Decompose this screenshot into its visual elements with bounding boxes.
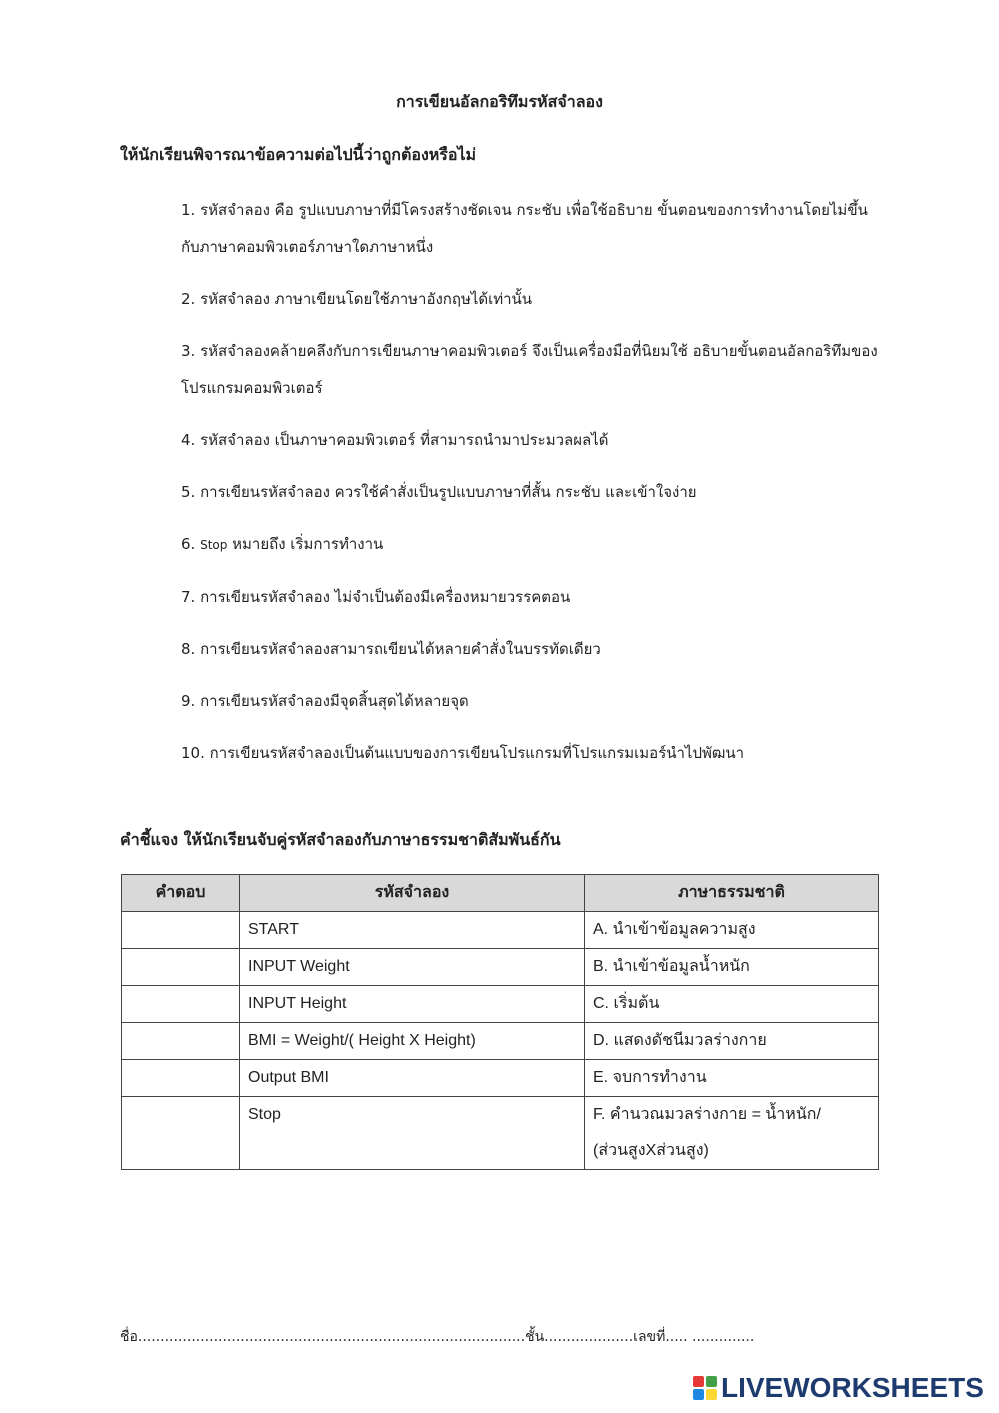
liveworksheets-logo — [693, 1372, 984, 1404]
table-row — [122, 1023, 879, 1060]
natural-cell: E. จบการทำงาน — [585, 1060, 879, 1097]
statement-6-text: หมายถึง เริ่มการทำงาน — [227, 535, 384, 553]
worksheet-title: การเขียนอัลกอริทึมรหัสจำลอง — [396, 92, 603, 111]
header-code: รหัสจำลอง — [240, 875, 585, 912]
statement-4: 4. รหัสจำลอง เป็นภาษาคอมพิวเตอร์ ที่สามารถนำมาประมวลผลได้ — [181, 431, 609, 449]
natural-cell — [585, 1097, 879, 1170]
natural-line-2: (ส่วนสูงXส่วนสูง) — [593, 1142, 709, 1159]
natural-cell: D. แสดงดัชนีมวลร่างกาย — [585, 1023, 879, 1060]
code-cell: Stop — [240, 1097, 585, 1170]
table-row — [122, 912, 879, 949]
table-row — [122, 986, 879, 1023]
statement-1: 1. รหัสจำลอง คือ รูปแบบภาษาที่มีโครงสร้างชัดเจน กระชับ เพื่อใช้อธิบาย ขั้นตอนของการทำงานโดยไม่ขึ้นกับภาษาคอมพิวเตอร์ภาษาใดภาษาหนึ่ง — [181, 201, 868, 256]
statement-8: 8. การเขียนรหัสจำลองสามารถเขียนได้หลายคำสั่งในบรรทัดเดียว — [181, 640, 601, 658]
code-cell: Output BMI — [240, 1060, 585, 1097]
statement-list — [181, 192, 881, 787]
statement-2: 2. รหัสจำลอง ภาษาเขียนโดยใช้ภาษาอังกฤษได้เท่านั้น — [181, 290, 533, 308]
natural-cell: C. เริ่มต้น — [585, 986, 879, 1023]
answer-cell[interactable] — [122, 1023, 240, 1060]
instruction-matching: คำชี้แจง ให้นักเรียนจับคู่รหัสจำลองกับภาษาธรรมชาติสัมพันธ์กัน — [120, 830, 561, 849]
statement-6-number: 6. — [181, 535, 201, 553]
header-natural: ภาษาธรรมชาติ — [585, 875, 879, 912]
statement-6-stop: Stop — [200, 538, 228, 552]
table-row — [122, 1097, 879, 1170]
answer-cell[interactable] — [122, 986, 240, 1023]
statement-3: 3. รหัสจำลองคล้ายคลึงกับการเขียนภาษาคอมพิวเตอร์ จึงเป็นเครื่องมือที่นิยมใช้ อธิบายขั้นตอนอัลกอริทึมของโปรแกรมคอมพิวเตอร์ — [181, 342, 878, 397]
code-cell: INPUT Height — [240, 986, 585, 1023]
answer-cell[interactable] — [122, 949, 240, 986]
answer-cell[interactable] — [122, 1060, 240, 1097]
table-header-row — [122, 875, 879, 912]
matching-table — [121, 874, 879, 1170]
answer-cell[interactable] — [122, 1097, 240, 1170]
natural-line-1: F. คำนวณมวลร่างกาย = น้ำหนัก/ — [593, 1106, 821, 1123]
statement-10: 10. การเขียนรหัสจำลองเป็นต้นแบบของการเขียนโปรแกรมที่โปรแกรมเมอร์นำไปพัฒนา — [181, 744, 745, 762]
table-row — [122, 949, 879, 986]
instruction-true-false: ให้นักเรียนพิจารณาข้อความต่อไปนี้ว่าถูกต้องหรือไม่ — [120, 145, 477, 164]
natural-cell: A. นำเข้าข้อมูลความสูง — [585, 912, 879, 949]
code-cell: INPUT Weight — [240, 949, 585, 986]
logo-mark-icon — [693, 1376, 717, 1400]
code-cell: BMI = Weight/( Height X Height) — [240, 1023, 585, 1060]
statement-9: 9. การเขียนรหัสจำลองมีจุดสิ้นสุดได้หลายจุด — [181, 692, 469, 710]
natural-cell: B. นำเข้าข้อมูลน้ำหนัก — [585, 949, 879, 986]
answer-cell[interactable] — [122, 912, 240, 949]
statement-6 — [181, 526, 881, 564]
header-answer: คำตอบ — [122, 875, 240, 912]
statement-7: 7. การเขียนรหัสจำลอง ไม่จำเป็นต้องมีเครื่องหมายวรรคตอน — [181, 588, 571, 606]
code-cell: START — [240, 912, 585, 949]
logo-text: LIVEWORKSHEETS — [721, 1372, 984, 1403]
statement-5: 5. การเขียนรหัสจำลอง ควรใช้คำสั่งเป็นรูปแบบภาษาที่สั้น กระชับ และเข้าใจง่าย — [181, 483, 697, 501]
student-info-line: ชื่อ.......................................................................................ชั้น....................เลขที่..... .............. — [120, 1329, 755, 1345]
matching-table-wrap — [121, 874, 878, 1170]
table-row — [122, 1060, 879, 1097]
